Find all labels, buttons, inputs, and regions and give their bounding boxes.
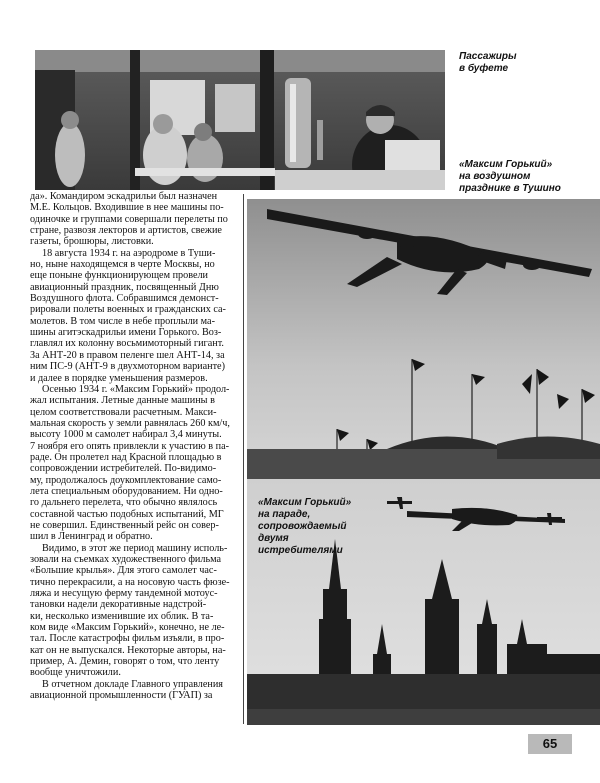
- text-line: зовали на съемках художественного фильма: [30, 554, 222, 565]
- text-line: тановки надели декоративные надстрой-: [30, 599, 207, 611]
- text-line: авиационный праздник, посвященный Дню: [30, 281, 219, 293]
- photo-airshow: [247, 199, 600, 479]
- caption-line: двумя: [258, 533, 289, 544]
- text-line: ки, несколько изменившие их облик. В та-: [30, 610, 214, 622]
- text-line: не совершил. Единственный рейс он совер-: [30, 519, 219, 531]
- text-line: тично перекрасили, а на носовую часть фюзе-: [30, 576, 230, 588]
- caption-line: на воздушном: [459, 171, 531, 182]
- text-line: стране, развозя лекторов и артистов, свежие: [30, 225, 222, 237]
- paragraph: [30, 384, 246, 543]
- text-line: 7 ноября его опять привлекли к участию в па-: [30, 440, 230, 452]
- text-line: Воздушного флота. Собравшимся демонст-: [30, 293, 219, 305]
- text-line: вообще уничтожили.: [30, 667, 121, 679]
- paragraph: [30, 543, 246, 679]
- paragraph: [30, 248, 246, 384]
- text-line: кат он не выпускался. Некоторые авторы, на-: [30, 644, 226, 656]
- caption-line: на параде,: [258, 509, 311, 520]
- text-line: лета специальным оборудованием. Ни одно-: [30, 485, 223, 497]
- text-line: шины агитэскадрильи имени Горького. Воз-: [30, 327, 222, 339]
- body-text-column: [30, 191, 246, 701]
- caption-line: в буфете: [459, 63, 509, 74]
- text-line: За АНТ-20 в правом пеленге шел АНТ-14, за: [30, 349, 225, 361]
- caption-line: истребителями: [258, 545, 343, 556]
- text-line: му, продолжалось доукомплектование само-: [30, 474, 222, 486]
- caption-buffet: [459, 51, 517, 75]
- text-line: молетов. В том числе в небе проплыли ма-: [30, 315, 215, 327]
- text-line: го дальнего перелета, что обычно являлось: [30, 497, 218, 509]
- paragraph: [30, 679, 246, 702]
- text-line: раде. Он пролетел над Красной площадью в: [30, 451, 222, 463]
- text-line: авиационной промышленности (ГУАП) за: [30, 690, 213, 702]
- text-line: главлял их колонну восьмимоторный гигант.: [30, 338, 224, 350]
- text-line: ком виде «Максим Горький», конечно, не ле-: [30, 622, 225, 634]
- paragraph: [30, 191, 246, 248]
- text-line: тал. После катастрофы фильм изъяли, в про-: [30, 633, 225, 645]
- text-line: да». Командиром эскадрильи был назначен: [30, 191, 218, 202]
- text-line: но, ныне находящемся в черте Москвы, но: [30, 259, 215, 271]
- text-line: М.Е. Кольцов. Входившие в нее машины по-: [30, 202, 224, 214]
- text-line: ляжа и несущую ферму тандемной мотоус-: [30, 588, 218, 600]
- caption-line: празднике в Тушино: [459, 183, 561, 194]
- text-line: одиночке и группами совершали перелеты по: [30, 213, 228, 225]
- text-line: целом соответствовали расчетным. Макси-: [30, 406, 217, 418]
- text-line: еще поныне функционирующем провели: [30, 270, 209, 282]
- caption-parade: [258, 497, 351, 557]
- text-line: Осенью 1934 г. «Максим Горький» продол-: [42, 383, 230, 395]
- caption-line: сопровождаемый: [258, 521, 347, 532]
- text-line: пример, А. Демин, говорят о том, что ленту: [30, 656, 220, 668]
- text-line: «Большие крылья». Для этого самолет час-: [30, 565, 217, 577]
- text-line: и далее в порядке уменьшения размеров.: [30, 372, 208, 384]
- text-line: жал испытания. Летные данные машины в: [30, 395, 215, 407]
- text-line: 18 августа 1934 г. на аэродроме в Туши-: [42, 247, 216, 259]
- page-number: 65: [528, 734, 572, 754]
- caption-line: Пассажиры: [459, 51, 517, 62]
- text-line: В отчетном докладе Главного управления: [42, 678, 223, 690]
- caption-line: «Максим Горький»: [258, 497, 352, 508]
- text-line: мальная скорость у земли равнялась 260 км/ч,: [30, 417, 230, 429]
- text-line: ним ПС-9 (АНТ-9 в двухмоторном варианте): [30, 361, 225, 373]
- text-line: составной частью подобных испытаний, МГ: [30, 508, 224, 520]
- caption-line: «Максим Горький»: [459, 159, 553, 170]
- text-line: газеты, брошюры, листовки.: [30, 236, 154, 248]
- text-line: высоту 1000 м самолет набирал 3,4 минуты.: [30, 429, 222, 441]
- caption-airshow: [459, 159, 561, 195]
- text-line: шил в Ленинград и обратно.: [30, 531, 153, 543]
- text-line: рировали полеты военных и гражданских са-: [30, 304, 226, 316]
- text-line: Видимо, в этот же период машину исполь-: [42, 542, 228, 554]
- photo-buffet-interior: [35, 50, 445, 190]
- text-line: сопровождении истребителей. По-видимо-: [30, 463, 217, 475]
